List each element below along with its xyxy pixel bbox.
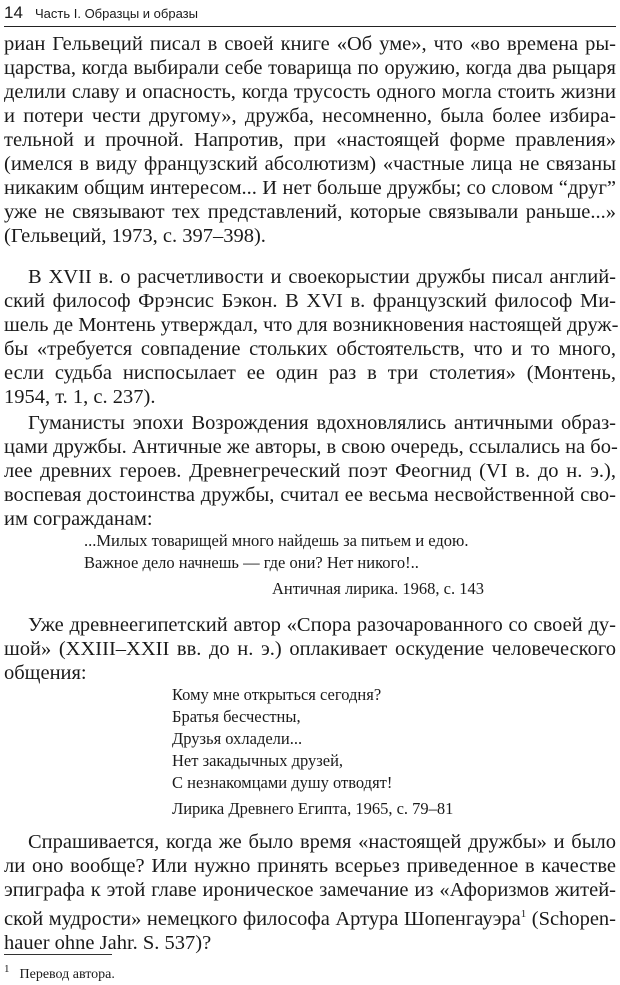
text-line: цами дружбы. Античные же авторы, в свою очередь, ссылались на бо- — [4, 436, 618, 458]
text-line: Уже древнеегипетский автор «Спора разочарованного со своей ду- — [28, 614, 616, 636]
footnote-reference[interactable]: 1 — [520, 908, 527, 920]
text-line: общения: — [4, 662, 87, 684]
text-line: В XVII в. о расчетливости и своекорыстии дружбы писал англий- — [28, 266, 616, 288]
text-line: ли оно вообще? Или нужно принять всерьез приведенное в качестве — [4, 855, 616, 877]
paragraph-1 — [4, 32, 616, 248]
footnote-text: Перевод автора. — [19, 966, 115, 982]
verse-quote-1 — [84, 530, 469, 574]
text-line: (имелся в виду французский абсолютизм) «частные лица не связаны — [4, 153, 616, 175]
verse-line: ...Милых товарищей много найдешь за питьем и едою. — [84, 531, 469, 550]
text-line — [4, 902, 616, 931]
text-line: лее древних героев. Древнегреческий поэт Феогнид (VI в. до н. э.), — [4, 460, 616, 482]
text-line: шой» (XXIII–XXII вв. до н. э.) оплакивает оскудение человеческого — [4, 638, 616, 660]
text-line: им согражданам: — [4, 508, 153, 530]
footnote — [4, 959, 115, 985]
verse-line: Братья бесчестны, — [172, 707, 301, 726]
page-header — [4, 2, 616, 27]
verse-line: С незнакомцами душу отводят! — [172, 773, 393, 792]
text-line: ский философ Фрэнсис Бэкон. В XVI в. французский философ Ми- — [4, 290, 616, 312]
text-fragment: ской мудрости» немецкого философа Артура Шопенгауэра — [4, 907, 521, 930]
verse-line: Нет закадычных друзей, — [172, 751, 344, 770]
text-line: эпиграфа к этой главе ироническое замечание из «Афоризмов житей- — [4, 879, 616, 901]
paragraph-4 — [4, 613, 616, 685]
text-fragment: (Schopen- — [526, 907, 616, 930]
text-line: шель де Монтень утверждал, что для возникновения настоящей друж- — [4, 314, 619, 336]
text-line: делили славу и опасность, когда трусость одного могла стоить жизни — [4, 81, 616, 103]
footnote-divider — [4, 954, 112, 955]
verse-line: Важное дело начнешь — где они? Нет никого!.. — [84, 553, 419, 572]
text-line: Спрашивается, когда же было время «настоящей дружбы» и было — [28, 831, 616, 853]
text-line: (Гельвеций, 1973, с. 397–398). — [4, 225, 266, 247]
text-line: риан Гельвеций писал в своей книге «Об уме», что «во времена ры- — [4, 33, 616, 55]
verse-line: Кому мне открыться сегодня? — [172, 685, 382, 704]
text-line: тельной и прочной. Напротив, при «настоящей форме правления» — [4, 129, 616, 151]
quote-2-source: Лирика Древнего Египта, 1965, с. 79–81 — [172, 799, 454, 818]
text-line: если судьба ниспосылает ее один раз в три столетия» (Монтень, — [4, 362, 616, 384]
footnote-marker: 1 — [4, 963, 10, 975]
text-line: воспевая достоинства дружбы, считал ее весьма несвойственной сво- — [4, 484, 616, 506]
text-line: Гуманисты эпохи Возрождения вдохновлялись античными образ- — [28, 412, 616, 434]
paragraph-3 — [4, 411, 616, 531]
text-line: царства, когда выбирали себе товарища по оружию, когда два рыцаря — [4, 57, 616, 79]
paragraph-5 — [4, 830, 616, 955]
text-line: 1954, т. 1, с. 237). — [4, 386, 156, 408]
paragraph-2 — [4, 265, 619, 409]
text-line: уже не связывают тех представлений, которые связывали раньше...» — [4, 201, 616, 223]
quote-1-source: Античная лирика. 1968, с. 143 — [272, 579, 485, 598]
running-title: Часть I. Образцы и образы — [35, 6, 198, 21]
verse-line: Друзья охладели... — [172, 729, 303, 748]
text-line: никаким общим интересом... И нет больше дружбы; со словом “друг” — [4, 177, 616, 199]
text-line: бы «требуется совпадение стольких обстоятельств, что и то много, — [4, 338, 616, 360]
page-number: 14 — [4, 3, 23, 22]
verse-quote-2 — [172, 684, 392, 794]
text-line: и потери чести другому», дружба, несомненно, была более избира- — [4, 105, 616, 127]
text-line: hauer ohne Jahr. S. 537)? — [4, 931, 212, 954]
